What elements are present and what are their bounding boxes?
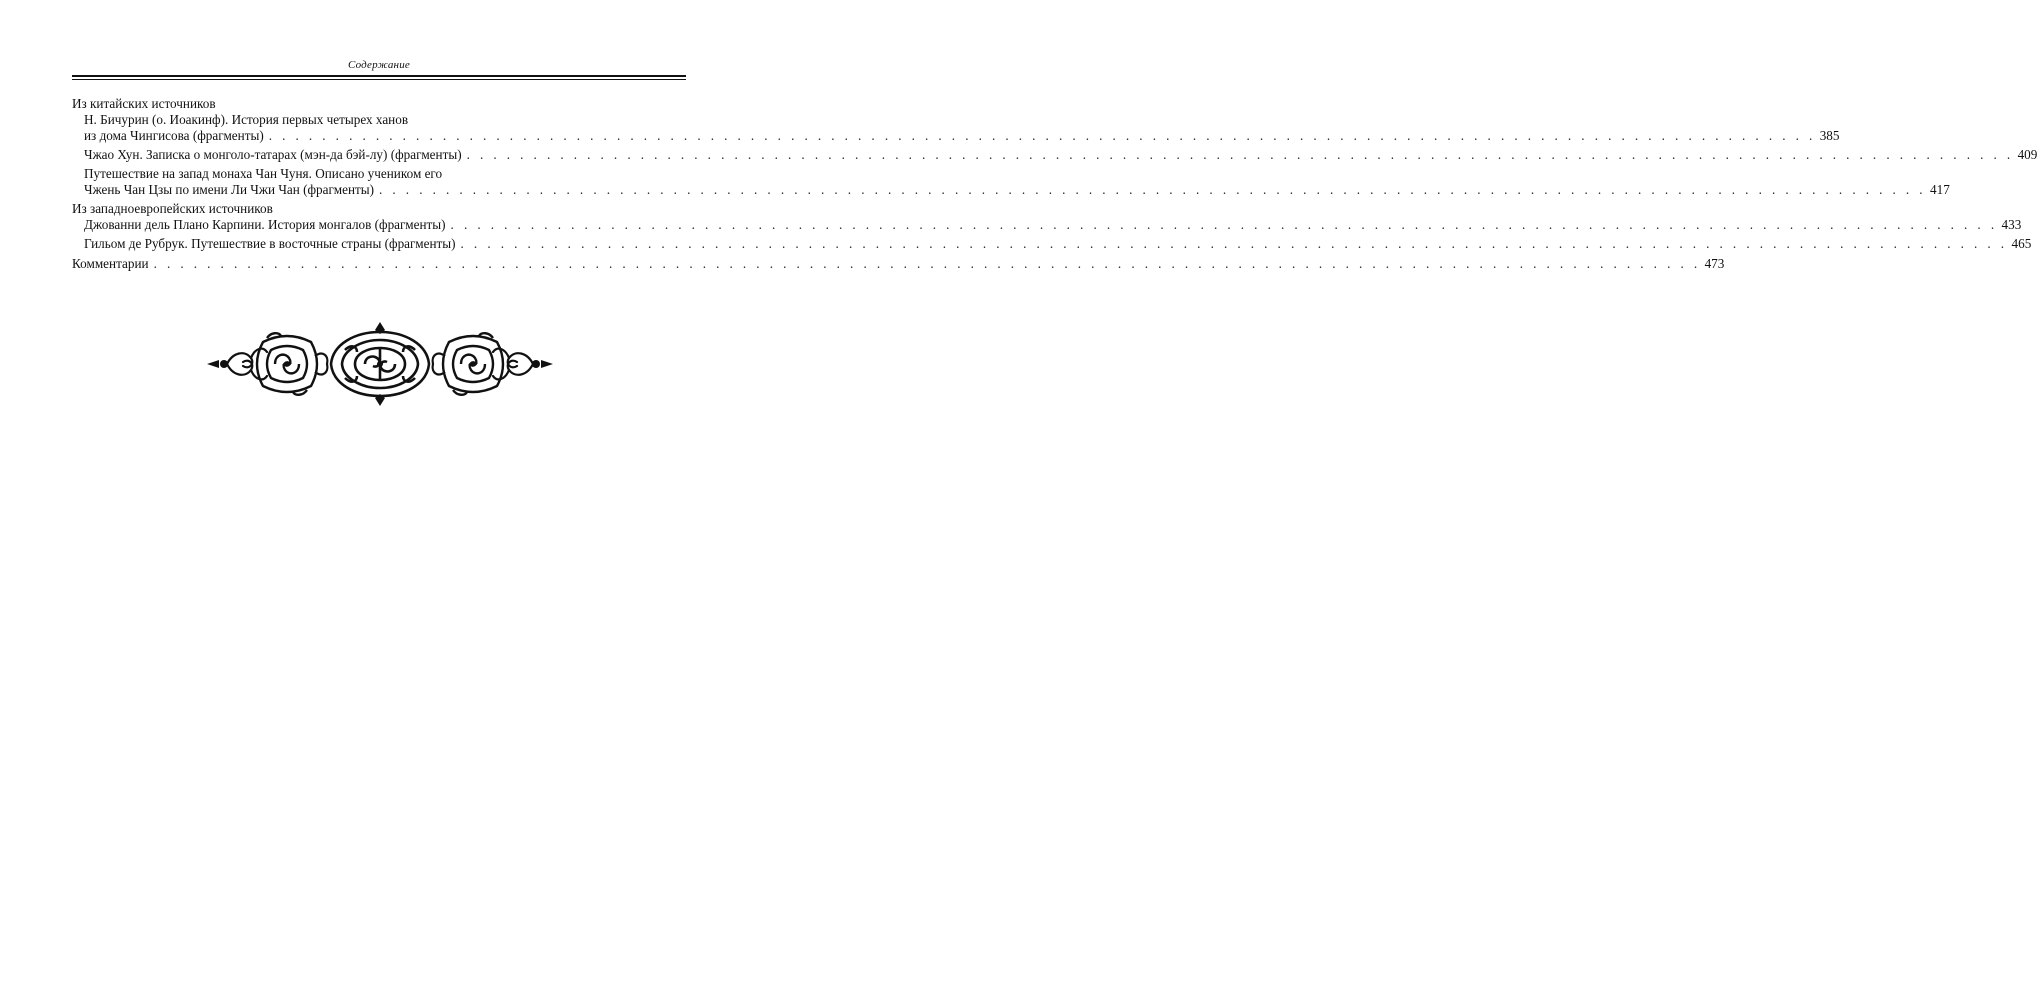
- toc-entry[interactable]: [84, 236, 2032, 252]
- entry-title-line: из дома Чингисова (фрагменты): [84, 128, 264, 143]
- dot-leader: . . . . . . . . . . . . . . . . . . . . . . . . . . . . . . . . . . . . . . . . . . . . . . . . . . . . . . . . . . . . . . . . . . . . . . . . . . . . . . . . . . . . . . . . . . . . . . . . . . . . . . . . . . . . . . . . . . . .: [268, 128, 1816, 143]
- toc-section-western: [72, 201, 2032, 252]
- page-number: 409: [2017, 147, 2037, 162]
- toc-entry[interactable]: [84, 147, 2037, 163]
- page-number: 465: [2011, 236, 2032, 251]
- page-number: 385: [1819, 128, 1840, 143]
- header-rule-thick: [72, 75, 686, 77]
- dot-leader: . . . . . . . . . . . . . . . . . . . . . . . . . . . . . . . . . . . . . . . . . . . . . . . . . . . . . . . . . . . . . . . . . . . . . . . . . . . . . . . . . . . . . . . . . . . . . . . . . . . . . . . . . . . . . . . . . . . .: [379, 182, 1926, 197]
- toc-entry[interactable]: [84, 166, 1950, 198]
- toc-entry[interactable]: [84, 217, 2022, 233]
- table-of-contents: [72, 96, 2037, 272]
- section-title: Из китайских источников: [72, 96, 216, 111]
- entry-title-line: Гильом де Рубрук. Путешествие в восточные страны (фрагменты): [84, 236, 456, 251]
- dot-leader: . . . . . . . . . . . . . . . . . . . . . . . . . . . . . . . . . . . . . . . . . . . . . . . . . . . . . . . . . . . . . . . . . . . . . . . . . . . . . . . . . . . . . . . . . . . . . . . . . . . . . . . . . . . . . . . . . . . .: [460, 236, 2008, 251]
- toc-entry[interactable]: [84, 112, 1840, 144]
- page-number: 417: [1930, 182, 1950, 197]
- page-number: 473: [1704, 256, 1725, 271]
- toc-section-chinese: [72, 96, 2037, 198]
- dot-leader: . . . . . . . . . . . . . . . . . . . . . . . . . . . . . . . . . . . . . . . . . . . . . . . . . . . . . . . . . . . . . . . . . . . . . . . . . . . . . . . . . . . . . . . . . . . . . . . . . . . . . . . . . . . . . . . . . . . .: [153, 256, 1701, 271]
- entry-title-line: Чжао Хун. Записка о монголо-татарах (мэн-да бэй-лу) (фрагменты): [84, 147, 462, 162]
- entry-title-line: Комментарии: [72, 256, 149, 271]
- dot-leader: . . . . . . . . . . . . . . . . . . . . . . . . . . . . . . . . . . . . . . . . . . . . . . . . . . . . . . . . . . . . . . . . . . . . . . . . . . . . . . . . . . . . . . . . . . . . . . . . . . . . . . . . . . . . . . . . . . . .: [450, 217, 1998, 232]
- page-number: 433: [2001, 217, 2022, 232]
- header-rule-thin: [72, 79, 686, 80]
- toc-entry-comments[interactable]: [72, 256, 1725, 272]
- running-head: Содержание: [347, 59, 410, 71]
- entry-title-line: Н. Бичурин (о. Иоакинф). История первых четырех ханов: [84, 112, 409, 127]
- entry-title-line: Путешествие на запад монаха Чан Чуня. Описано учеником его: [84, 166, 443, 181]
- section-title: Из западноевропейских источников: [72, 201, 273, 216]
- entry-title-line: Чжень Чан Цзы по имени Ли Чжи Чан (фрагменты): [84, 182, 375, 197]
- ornament-vignette: [205, 320, 555, 408]
- dot-leader: . . . . . . . . . . . . . . . . . . . . . . . . . . . . . . . . . . . . . . . . . . . . . . . . . . . . . . . . . . . . . . . . . . . . . . . . . . . . . . . . . . . . . . . . . . . . . . . . . . . . . . . . . . . . . . . . . . . .: [466, 147, 2014, 162]
- entry-title-line: Джованни дель Плано Карпини. История монгалов (фрагменты): [84, 217, 446, 232]
